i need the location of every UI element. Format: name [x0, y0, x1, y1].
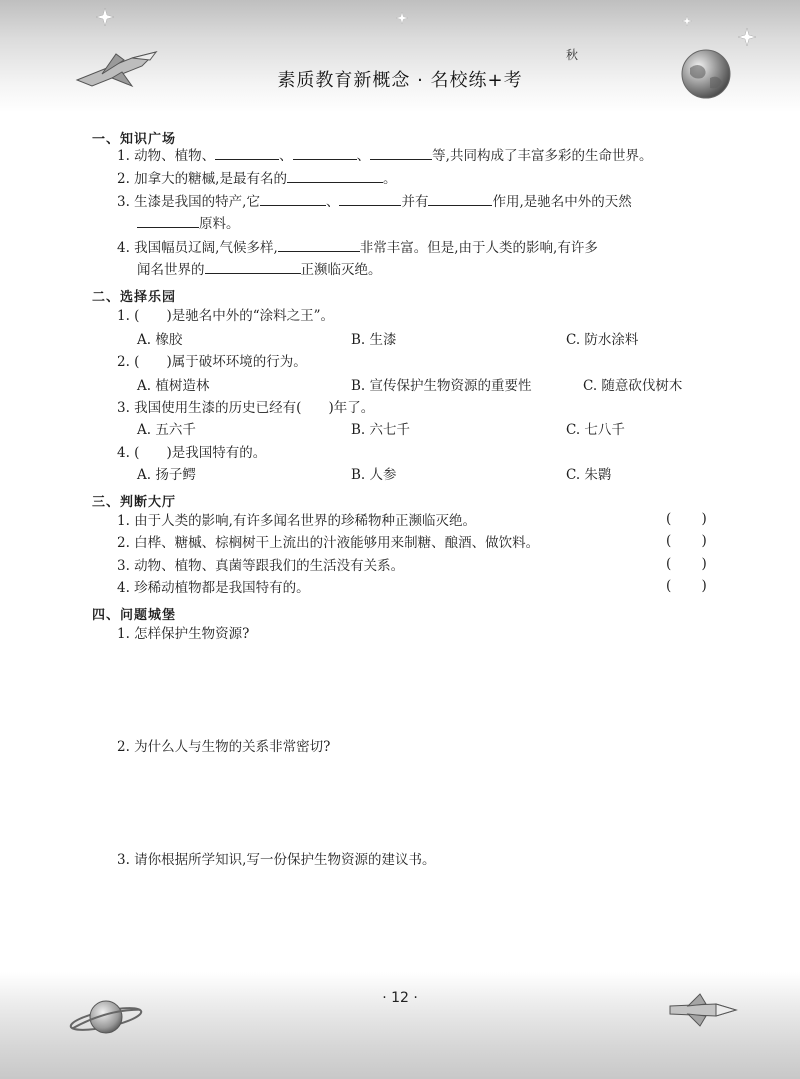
question-text: 、: [279, 148, 293, 164]
judgment-answer-box[interactable]: ( ): [666, 556, 707, 572]
question-text: 3. 生漆是我国的特产,它: [117, 194, 260, 210]
choice-option-c[interactable]: C. 随意砍伐树木: [583, 378, 683, 394]
section-title-choice: 二、选择乐园: [92, 290, 177, 305]
open-question-1: 1. 怎样保护生物资源?: [117, 626, 250, 642]
fill-question-3: [117, 191, 632, 212]
fill-question-4-cont: [137, 259, 382, 280]
judgment-item-2: 2. 白桦、糖槭、棕榈树干上流出的汁液能够用来制糖、酿酒、做饮料。: [117, 535, 540, 551]
judgment-item-4: 4. 珍稀动植物都是我国特有的。: [117, 580, 310, 596]
choice-option-c[interactable]: C. 防水涂料: [566, 332, 639, 348]
sparkle-star-icon: [738, 28, 756, 46]
question-text: 作用,是驰名中外的天然: [492, 194, 632, 210]
choice-question-4: 4. ( )是我国特有的。: [117, 445, 267, 461]
question-text: 2. 加拿大的糖槭,是最有名的: [117, 171, 287, 187]
answer-blank[interactable]: [137, 213, 199, 228]
choice-option-b[interactable]: B. 六七千: [351, 422, 411, 438]
question-text: 1. 动物、植物、: [117, 148, 216, 164]
answer-blank[interactable]: [293, 145, 357, 160]
season-mark: 秋: [566, 48, 579, 62]
choice-option-c[interactable]: C. 七八千: [566, 422, 625, 438]
choice-option-a[interactable]: A. 植树造林: [137, 378, 210, 394]
question-text: 非常丰富。但是,由于人类的影响,有许多: [359, 240, 598, 256]
question-text: 闻名世界的: [137, 262, 205, 278]
choice-question-1: 1. ( )是驰名中外的“涂料之王”。: [117, 308, 335, 324]
fill-question-4: [117, 237, 598, 258]
judgment-item-1: 1. 由于人类的影响,有许多闻名世界的珍稀物种正濒临灭绝。: [117, 513, 476, 529]
answer-blank[interactable]: [339, 191, 401, 206]
question-text: 。: [382, 171, 397, 187]
page-title: 素质教育新概念 · 名校练+考: [277, 70, 523, 91]
choice-option-a[interactable]: A. 扬子鳄: [137, 467, 196, 483]
answer-blank[interactable]: [370, 145, 432, 160]
choice-question-3: 3. 我国使用生漆的历史已经有( )年了。: [117, 400, 375, 416]
answer-blank[interactable]: [260, 191, 326, 206]
section-title-questions: 四、问题城堡: [92, 608, 177, 623]
sparkle-star-icon: [682, 16, 692, 26]
section-title-knowledge: 一、知识广场: [92, 132, 177, 147]
fill-question-3-cont: [137, 213, 240, 234]
sparkle-star-icon: [96, 8, 114, 26]
judgment-answer-box[interactable]: ( ): [666, 511, 707, 527]
sparkle-star-icon: [396, 12, 408, 24]
choice-option-b[interactable]: B. 生漆: [351, 332, 397, 348]
open-question-2: 2. 为什么人与生物的关系非常密切?: [117, 739, 331, 755]
open-question-3: 3. 请你根据所学知识,写一份保护生物资源的建议书。: [117, 852, 436, 868]
page-number: · 12 ·: [382, 990, 418, 1006]
judgment-answer-box[interactable]: ( ): [666, 578, 707, 594]
question-text: 、: [356, 148, 371, 164]
judgment-item-3: 3. 动物、植物、真菌等跟我们的生活没有关系。: [117, 558, 405, 574]
judgment-answer-box[interactable]: ( ): [666, 533, 707, 549]
fill-question-1: [117, 145, 652, 166]
choice-option-a[interactable]: A. 五六千: [137, 422, 196, 438]
answer-blank[interactable]: [287, 168, 383, 183]
question-text: 正濒临灭绝。: [300, 262, 382, 278]
question-text: 原料。: [199, 216, 240, 232]
answer-blank[interactable]: [215, 145, 279, 160]
question-text: 并有: [401, 194, 429, 210]
choice-option-b[interactable]: B. 宣传保护生物资源的重要性: [351, 378, 532, 394]
choice-question-2: 2. ( )属于破坏环境的行为。: [117, 354, 307, 370]
fill-question-2: [117, 168, 396, 189]
question-text: 、: [325, 194, 340, 210]
space-shuttle-icon: [666, 990, 740, 1032]
question-text: 等,共同构成了丰富多彩的生命世界。: [432, 148, 653, 164]
question-text: 4. 我国幅员辽阔,气候多样,: [117, 240, 278, 256]
section-title-judgment: 三、判断大厅: [92, 495, 177, 510]
choice-option-c[interactable]: C. 朱鹮: [566, 467, 612, 483]
choice-option-a[interactable]: A. 橡胶: [137, 332, 183, 348]
answer-blank[interactable]: [428, 191, 492, 206]
answer-blank[interactable]: [205, 259, 301, 274]
choice-option-b[interactable]: B. 人参: [351, 467, 397, 483]
answer-blank[interactable]: [278, 237, 360, 252]
